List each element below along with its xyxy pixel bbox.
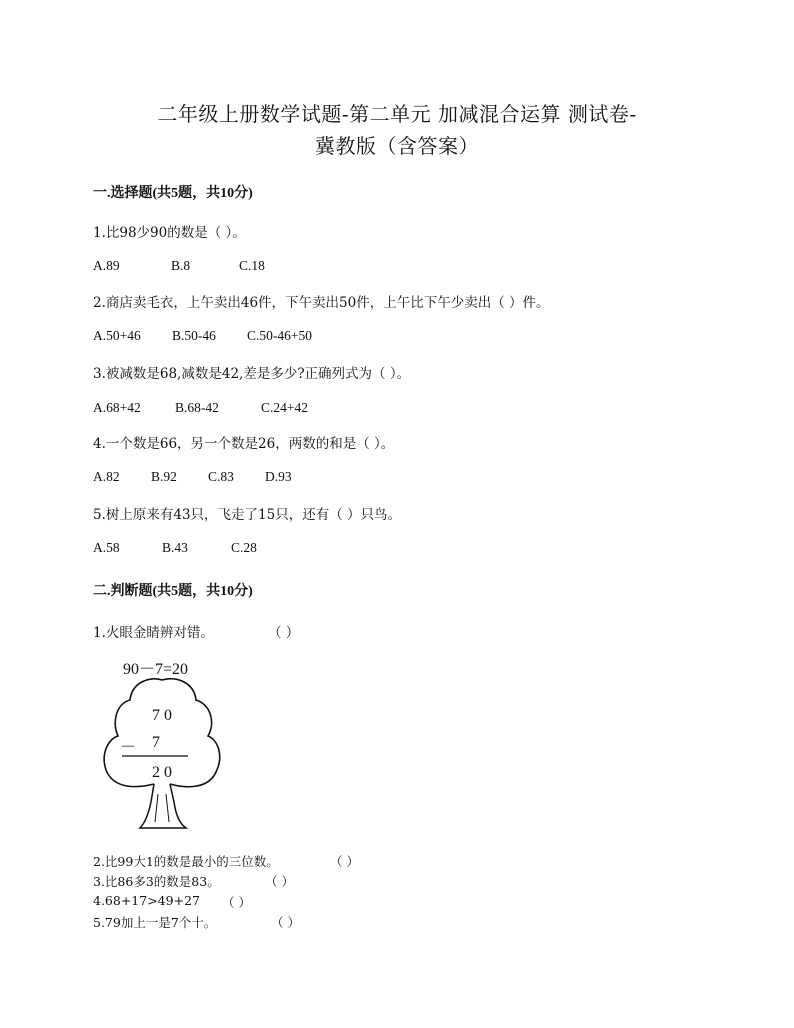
question-5: 5.树上原来有43只，飞走了15只，还有（ ）只鸟。 [93, 507, 402, 523]
calc-row-result: 2 0 [152, 764, 172, 781]
option-4a: A.82 [93, 469, 120, 484]
question-3: 3.被减数是68,减数是42,差是多少?正确列式为（ ）。 [93, 366, 411, 382]
question-2: 2.商店卖毛衣，上午卖出46件，下午卖出50件，上午比下午少卖出（ ）件。 [93, 295, 550, 311]
judge-answer-paren-2: （ ） [330, 854, 359, 869]
tree-trunk [140, 784, 186, 828]
option-1b: B.8 [171, 258, 191, 273]
option-4b: B.92 [151, 469, 177, 484]
calc-minus-sign: － [120, 739, 137, 756]
option-5b: B.43 [162, 540, 188, 555]
judge-question-4: 4.68+17>49+27 [93, 893, 200, 908]
figure-equation: 90－7=20 [123, 661, 189, 678]
option-2a: A.50+46 [93, 328, 141, 343]
question-4: 4.一个数是66，另一个数是26，两数的和是（ ）。 [93, 436, 395, 452]
judge-question-5: 5.79加上一是7个十。 [93, 915, 217, 930]
option-4c: C.83 [208, 469, 234, 484]
judge-question-1: 1.火眼金睛辨对错。 [93, 625, 214, 641]
section-heading-choice: 一.选择题(共5题，共10分) [93, 186, 253, 201]
trunk-detail-right [166, 794, 169, 822]
option-3b: B.68-42 [175, 400, 219, 415]
calc-row-top: 7 0 [152, 707, 172, 724]
calc-row-middle: 7 [152, 734, 160, 751]
option-3c: C.24+42 [261, 400, 308, 415]
section-heading-judge: 二.判断题(共5题，共10分) [93, 584, 253, 599]
judge-answer-paren-3: （ ） [265, 874, 294, 889]
option-1c: C.18 [239, 258, 265, 273]
option-2c: C.50-46+50 [247, 328, 312, 343]
option-1a: A.89 [93, 258, 120, 273]
question-1: 1.比98少90的数是（ ）。 [93, 225, 246, 241]
judge-answer-paren-4: （ ） [222, 895, 251, 910]
option-3a: A.68+42 [93, 400, 141, 415]
option-4d: D.93 [265, 469, 292, 484]
judge-question-3: 3.比86多3的数是83。 [93, 874, 220, 889]
option-2b: B.50-46 [172, 328, 216, 343]
judge-answer-paren-5: （ ） [271, 915, 300, 930]
trunk-detail-left [155, 794, 158, 822]
page-title-line1: 二年级上册数学试题-第二单元 加减混合运算 测试卷- [157, 102, 637, 126]
option-5c: C.28 [231, 540, 257, 555]
option-5a: A.58 [93, 540, 120, 555]
page-title-line2: 冀教版（含答案） [315, 134, 479, 158]
judge-answer-paren-1: （ ） [268, 625, 300, 641]
judge-question-2: 2.比99大1的数是最小的三位数。 [93, 854, 279, 869]
